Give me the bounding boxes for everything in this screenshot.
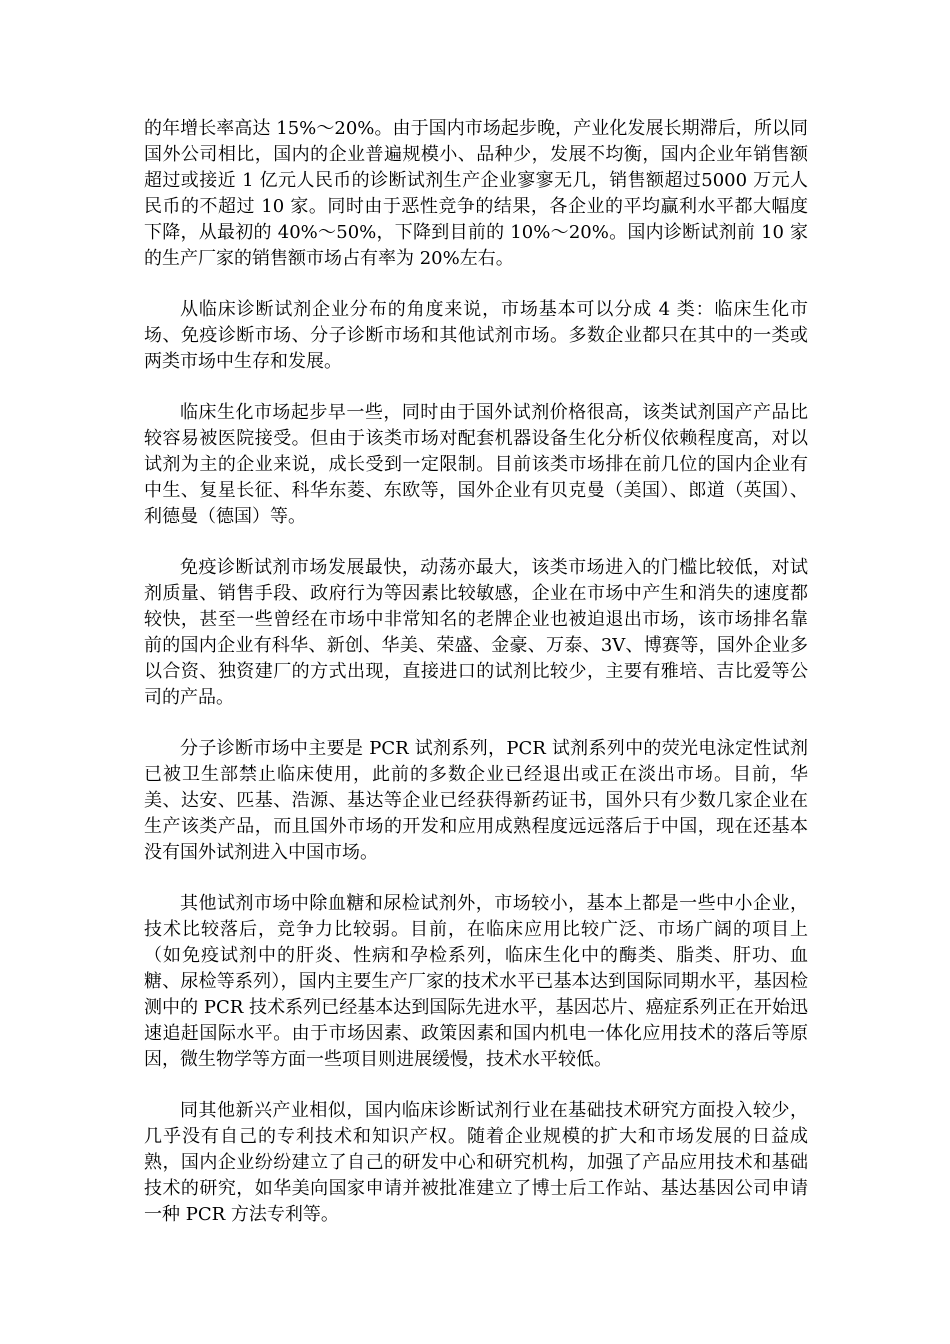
paragraph-other-reagents: 其他试剂市场中除血糖和尿检试剂外，市场较小，基本上都是一些中小企业，技术比较落后，竞争力比较弱。目前，在临床应用比较广泛、市场广阔的项目上（如免疫试剂中的肝炎、性病和孕检系列，临床生化中的酶类、脂类、肝功、血糖、尿检等系列），国内主要生产厂家的技术水平已基本达到国际同期水平，基因检测中的 PCR 技术系列已经基本达到国际先进水平，基因芯片、癌症系列正在开始迅速追赶国际水平。由于市场因素、政策因素和国内机电一体化应用技术的落后等原因，微生物学等方面一些项目则进展缓慢，技术水平较低。 bbox=[144, 893, 808, 1070]
paragraph-research-investment: 同其他新兴产业相似，国内临床诊断试剂行业在基础技术研究方面投入较少，几乎没有自己的专利技术和知识产权。随着企业规模的扩大和市场发展的日益成熟，国内企业纷纷建立了自己的研发中心和研究机构，加强了产品应用技术和基础技术的研究，如华美向国家申请并被批准建立了博士后工作站、基达基因公司申请一种 PCR 方法专利等。 bbox=[144, 1100, 808, 1225]
paragraph-market-categories: 从临床诊断试剂企业分布的角度来说，市场基本可以分成 4 类：临床生化市场、免疫诊断市场、分子诊断市场和其他试剂市场。多数企业都只在其中的一类或两类市场中生存和发展。 bbox=[144, 299, 808, 372]
paragraph-market-growth: 的年增长率高达 15%～20%。由于国内市场起步晚，产业化发展长期滞后，所以同国外公司相比，国内的企业普遍规模小、品种少，发展不均衡，国内企业年销售额超过或接近 1 亿元人民币的诊断试剂生产企业寥寥无几，销售额超过5000 万元人民币的不超过 10 家。同时由于恶性竞争的结果，各企业的平均赢利水平都大幅度下降，从最初的 40%～50%，下降到目前的 10%～20%。国内诊断试剂前 10 家的生产厂家的销售额市场占有率为 20%左右。 bbox=[144, 118, 808, 269]
paragraph-clinical-biochemistry: 临床生化市场起步早一些，同时由于国外试剂价格很高，该类试剂国产产品比较容易被医院接受。但由于该类市场对配套机器设备生化分析仪依赖程度高，对以试剂为主的企业来说，成长受到一定限制。目前该类市场排在前几位的国内企业有中生、复星长征、科华东菱、东欧等，国外企业有贝克曼（美国）、郎道（英国）、利德曼（德国）等。 bbox=[144, 402, 808, 527]
document-page bbox=[144, 116, 808, 1253]
paragraph-immunodiagnostics: 免疫诊断试剂市场发展最快，动荡亦最大，该类市场进入的门槛比较低，对试剂质量、销售手段、政府行为等因素比较敏感，企业在市场中产生和消失的速度都较快，甚至一些曾经在市场中非常知名的老牌企业也被迫退出市场，该市场排名靠前的国内企业有科华、新创、华美、荣盛、金豪、万泰、3V、博赛等，国外企业多以合资、独资建厂的方式出现，直接进口的试剂比较少，主要有雅培、吉比爱等公司的产品。 bbox=[144, 557, 808, 708]
paragraph-molecular-diagnostics: 分子诊断市场中主要是 PCR 试剂系列，PCR 试剂系列中的荧光电泳定性试剂已被卫生部禁止临床使用，此前的多数企业已经退出或正在淡出市场。目前，华美、达安、匹基、浩源、基达等企业已经获得新药证书，国外只有少数几家企业在生产该类产品，而且国外市场的开发和应用成熟程度远远落后于中国，现在还基本没有国外试剂进入中国市场。 bbox=[144, 738, 808, 863]
